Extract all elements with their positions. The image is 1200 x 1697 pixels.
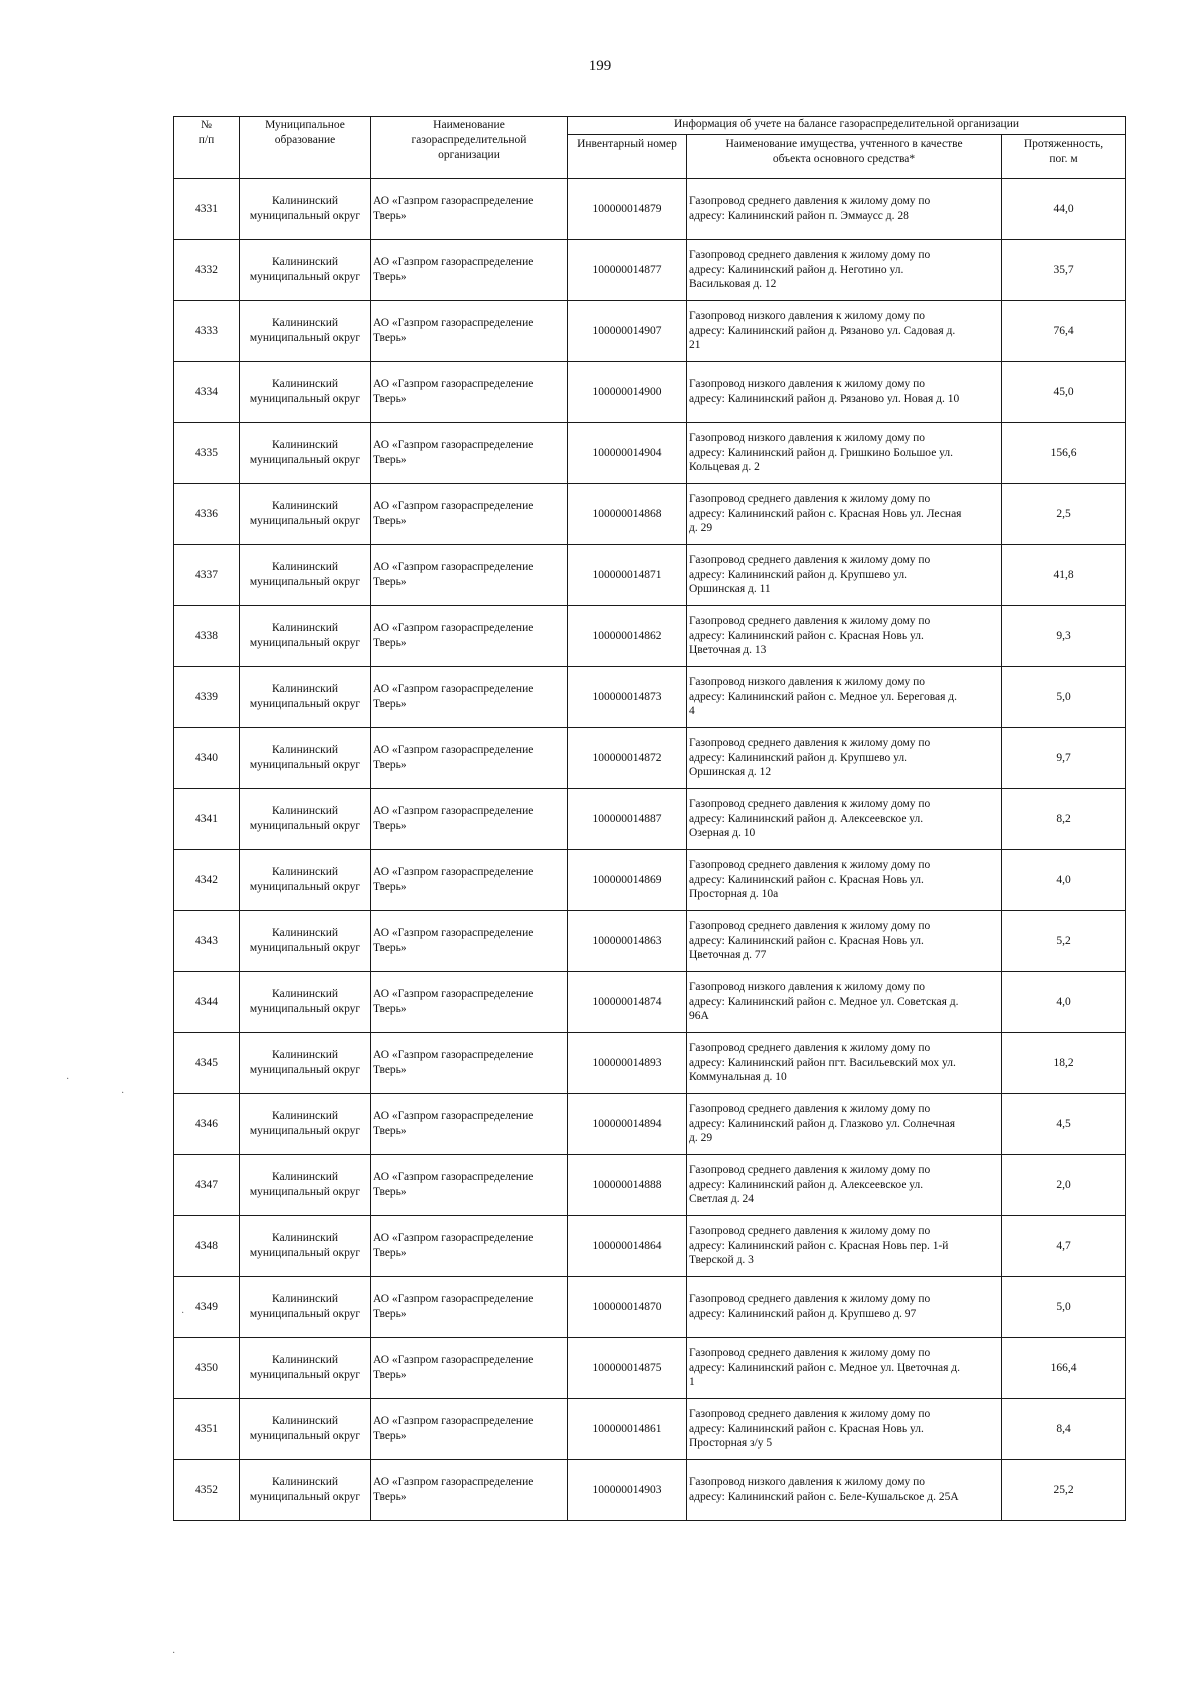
inventory-number-cell: 100000014888 [568, 1155, 687, 1216]
property-name-cell: Газопровод среднего давления к жилому дому по адресу: Калининский район д. Крупшево ул. Оршинская д. 12 [687, 728, 1002, 789]
municipality-cell: Калининский муниципальный округ [240, 789, 371, 850]
organization-cell: АО «Газпром газораспределение Тверь» [371, 1155, 568, 1216]
organization-cell: АО «Газпром газораспределение Тверь» [371, 850, 568, 911]
header-inventory-number: Инвентарный номер [568, 135, 687, 179]
inventory-number-cell: 100000014871 [568, 545, 687, 606]
property-name-cell: Газопровод среднего давления к жилому дому по адресу: Калининский район с. Красная Новь ул. Лесная д. 29 [687, 484, 1002, 545]
length-cell: 41,8 [1002, 545, 1126, 606]
property-name-cell: Газопровод среднего давления к жилому дому по адресу: Калининский район д. Крупшево д. 97 [687, 1277, 1002, 1338]
row-number: 4335 [174, 423, 240, 484]
scan-speck: · [66, 1074, 70, 1085]
length-cell: 18,2 [1002, 1033, 1126, 1094]
table-row [174, 1033, 1126, 1094]
length-cell: 166,4 [1002, 1338, 1126, 1399]
inventory-number-cell: 100000014870 [568, 1277, 687, 1338]
row-number: 4351 [174, 1399, 240, 1460]
organization-cell: АО «Газпром газораспределение Тверь» [371, 1094, 568, 1155]
table-row [174, 1216, 1126, 1277]
property-name-cell: Газопровод среднего давления к жилому дому по адресу: Калининский район пгт. Васильевский мох ул. Коммунальная д. 10 [687, 1033, 1002, 1094]
inventory-number-cell: 100000014893 [568, 1033, 687, 1094]
municipality-cell: Калининский муниципальный округ [240, 545, 371, 606]
row-number: 4344 [174, 972, 240, 1033]
organization-cell: АО «Газпром газораспределение Тверь» [371, 1399, 568, 1460]
row-number: 4352 [174, 1460, 240, 1521]
municipality-cell: Калининский муниципальный округ [240, 179, 371, 240]
row-number: 4350 [174, 1338, 240, 1399]
organization-cell: АО «Газпром газораспределение Тверь» [371, 1338, 568, 1399]
organization-cell: АО «Газпром газораспределение Тверь» [371, 484, 568, 545]
organization-cell: АО «Газпром газораспределение Тверь» [371, 972, 568, 1033]
inventory-number-cell: 100000014869 [568, 850, 687, 911]
municipality-cell: Калининский муниципальный округ [240, 911, 371, 972]
row-number: 4345 [174, 1033, 240, 1094]
inventory-number-cell: 100000014875 [568, 1338, 687, 1399]
municipality-cell: Калининский муниципальный округ [240, 240, 371, 301]
municipality-cell: Калининский муниципальный округ [240, 1094, 371, 1155]
table-row [174, 850, 1126, 911]
row-number: 4347 [174, 1155, 240, 1216]
organization-cell: АО «Газпром газораспределение Тверь» [371, 1460, 568, 1521]
length-cell: 9,7 [1002, 728, 1126, 789]
organization-cell: АО «Газпром газораспределение Тверь» [371, 728, 568, 789]
table-row [174, 545, 1126, 606]
table-row [174, 1155, 1126, 1216]
table-row [174, 179, 1126, 240]
length-cell: 2,0 [1002, 1155, 1126, 1216]
municipality-cell: Калининский муниципальный округ [240, 972, 371, 1033]
municipality-cell: Калининский муниципальный округ [240, 850, 371, 911]
inventory-number-cell: 100000014873 [568, 667, 687, 728]
header-num: № п/п [174, 117, 240, 179]
scan-speck: · [181, 1308, 185, 1319]
property-name-cell: Газопровод низкого давления к жилому дому по адресу: Калининский район с. Медное ул. Советская д. 96А [687, 972, 1002, 1033]
header-organization: Наименование газораспределительной организации [371, 117, 568, 179]
inventory-number-cell: 100000014874 [568, 972, 687, 1033]
municipality-cell: Калининский муниципальный округ [240, 1460, 371, 1521]
municipality-cell: Калининский муниципальный округ [240, 1155, 371, 1216]
municipality-cell: Калининский муниципальный округ [240, 362, 371, 423]
header-length: Протяженность, пог. м [1002, 135, 1126, 179]
table-row [174, 1399, 1126, 1460]
organization-cell: АО «Газпром газораспределение Тверь» [371, 179, 568, 240]
scan-speck: · [121, 1088, 125, 1099]
row-number: 4343 [174, 911, 240, 972]
length-cell: 8,4 [1002, 1399, 1126, 1460]
municipality-cell: Калининский муниципальный округ [240, 423, 371, 484]
table-row [174, 301, 1126, 362]
table-row [174, 972, 1126, 1033]
page-number: 199 [588, 58, 612, 74]
property-name-cell: Газопровод среднего давления к жилому дому по адресу: Калининский район д. Неготино ул. Васильковая д. 12 [687, 240, 1002, 301]
table-row [174, 1094, 1126, 1155]
organization-cell: АО «Газпром газораспределение Тверь» [371, 1216, 568, 1277]
registry-table [173, 116, 1126, 1521]
header-municipality: Муниципальное образование [240, 117, 371, 179]
table-row [174, 789, 1126, 850]
inventory-number-cell: 100000014879 [568, 179, 687, 240]
property-name-cell: Газопровод среднего давления к жилому дому по адресу: Калининский район д. Крупшево ул. Оршинская д. 11 [687, 545, 1002, 606]
row-number: 4334 [174, 362, 240, 423]
inventory-number-cell: 100000014872 [568, 728, 687, 789]
table-header [174, 117, 1126, 179]
organization-cell: АО «Газпром газораспределение Тверь» [371, 911, 568, 972]
municipality-cell: Калининский муниципальный округ [240, 1277, 371, 1338]
row-number: 4338 [174, 606, 240, 667]
row-number: 4341 [174, 789, 240, 850]
length-cell: 4,5 [1002, 1094, 1126, 1155]
row-number: 4331 [174, 179, 240, 240]
row-number: 4337 [174, 545, 240, 606]
row-number: 4340 [174, 728, 240, 789]
length-cell: 4,0 [1002, 972, 1126, 1033]
inventory-number-cell: 100000014868 [568, 484, 687, 545]
inventory-number-cell: 100000014877 [568, 240, 687, 301]
row-number: 4339 [174, 667, 240, 728]
municipality-cell: Калининский муниципальный округ [240, 606, 371, 667]
inventory-number-cell: 100000014887 [568, 789, 687, 850]
property-name-cell: Газопровод среднего давления к жилому дому по адресу: Калининский район п. Эммаусс д. 28 [687, 179, 1002, 240]
property-name-cell: Газопровод среднего давления к жилому дому по адресу: Калининский район д. Алексеевское ул. Светлая д. 24 [687, 1155, 1002, 1216]
scan-speck: · [172, 1648, 176, 1659]
municipality-cell: Калининский муниципальный округ [240, 484, 371, 545]
table-row [174, 240, 1126, 301]
organization-cell: АО «Газпром газораспределение Тверь» [371, 545, 568, 606]
property-name-cell: Газопровод низкого давления к жилому дому по адресу: Калининский район д. Рязаново ул. Садовая д. 21 [687, 301, 1002, 362]
table-body [174, 179, 1126, 1521]
length-cell: 9,3 [1002, 606, 1126, 667]
table-row [174, 362, 1126, 423]
table-row [174, 1460, 1126, 1521]
property-name-cell: Газопровод среднего давления к жилому дому по адресу: Калининский район с. Медное ул. Цветочная д. 1 [687, 1338, 1002, 1399]
table-row [174, 606, 1126, 667]
row-number: 4336 [174, 484, 240, 545]
length-cell: 45,0 [1002, 362, 1126, 423]
length-cell: 35,7 [1002, 240, 1126, 301]
length-cell: 156,6 [1002, 423, 1126, 484]
inventory-number-cell: 100000014904 [568, 423, 687, 484]
property-name-cell: Газопровод среднего давления к жилому дому по адресу: Калининский район с. Красная Новь пер. 1-й Тверской д. 3 [687, 1216, 1002, 1277]
inventory-number-cell: 100000014862 [568, 606, 687, 667]
length-cell: 4,0 [1002, 850, 1126, 911]
row-number: 4348 [174, 1216, 240, 1277]
row-number: 4332 [174, 240, 240, 301]
row-number: 4342 [174, 850, 240, 911]
inventory-number-cell: 100000014903 [568, 1460, 687, 1521]
organization-cell: АО «Газпром газораспределение Тверь» [371, 1277, 568, 1338]
municipality-cell: Калининский муниципальный округ [240, 1338, 371, 1399]
length-cell: 5,2 [1002, 911, 1126, 972]
length-cell: 5,0 [1002, 667, 1126, 728]
organization-cell: АО «Газпром газораспределение Тверь» [371, 789, 568, 850]
property-name-cell: Газопровод среднего давления к жилому дому по адресу: Калининский район с. Красная Новь ул. Просторная д. 10а [687, 850, 1002, 911]
table-row [174, 1277, 1126, 1338]
property-name-cell: Газопровод среднего давления к жилому дому по адресу: Калининский район с. Красная Новь ул. Цветочная д. 13 [687, 606, 1002, 667]
organization-cell: АО «Газпром газораспределение Тверь» [371, 362, 568, 423]
inventory-number-cell: 100000014900 [568, 362, 687, 423]
organization-cell: АО «Газпром газораспределение Тверь» [371, 301, 568, 362]
organization-cell: АО «Газпром газораспределение Тверь» [371, 240, 568, 301]
property-name-cell: Газопровод низкого давления к жилому дому по адресу: Калининский район д. Гришкино Большое ул. Кольцевая д. 2 [687, 423, 1002, 484]
table-row [174, 423, 1126, 484]
length-cell: 44,0 [1002, 179, 1126, 240]
property-name-cell: Газопровод среднего давления к жилому дому по адресу: Калининский район д. Алексеевское ул. Озерная д. 10 [687, 789, 1002, 850]
property-name-cell: Газопровод низкого давления к жилому дому по адресу: Калининский район д. Рязаново ул. Новая д. 10 [687, 362, 1002, 423]
length-cell: 2,5 [1002, 484, 1126, 545]
table-row [174, 911, 1126, 972]
municipality-cell: Калининский муниципальный округ [240, 728, 371, 789]
length-cell: 4,7 [1002, 1216, 1126, 1277]
header-balance-info: Информация об учете на балансе газораспределительной организации [568, 117, 1126, 135]
table-row [174, 484, 1126, 545]
header-property-name: Наименование имущества, учтенного в качестве объекта основного средства* [687, 135, 1002, 179]
organization-cell: АО «Газпром газораспределение Тверь» [371, 423, 568, 484]
row-number: 4333 [174, 301, 240, 362]
inventory-number-cell: 100000014907 [568, 301, 687, 362]
organization-cell: АО «Газпром газораспределение Тверь» [371, 667, 568, 728]
property-name-cell: Газопровод среднего давления к жилому дому по адресу: Калининский район с. Красная Новь ул. Цветочная д. 77 [687, 911, 1002, 972]
municipality-cell: Калининский муниципальный округ [240, 1216, 371, 1277]
property-name-cell: Газопровод среднего давления к жилому дому по адресу: Калининский район д. Глазково ул. Солнечная д. 29 [687, 1094, 1002, 1155]
organization-cell: АО «Газпром газораспределение Тверь» [371, 606, 568, 667]
property-name-cell: Газопровод среднего давления к жилому дому по адресу: Калининский район с. Красная Новь ул. Просторная з/у 5 [687, 1399, 1002, 1460]
length-cell: 76,4 [1002, 301, 1126, 362]
property-name-cell: Газопровод низкого давления к жилому дому по адресу: Калининский район с. Беле-Кушальское д. 25А [687, 1460, 1002, 1521]
table-row [174, 728, 1126, 789]
table-row [174, 1338, 1126, 1399]
property-name-cell: Газопровод низкого давления к жилому дому по адресу: Калининский район с. Медное ул. Береговая д. 4 [687, 667, 1002, 728]
length-cell: 8,2 [1002, 789, 1126, 850]
municipality-cell: Калининский муниципальный округ [240, 1399, 371, 1460]
length-cell: 5,0 [1002, 1277, 1126, 1338]
row-number: 4349 [174, 1277, 240, 1338]
inventory-number-cell: 100000014861 [568, 1399, 687, 1460]
municipality-cell: Калининский муниципальный округ [240, 667, 371, 728]
row-number: 4346 [174, 1094, 240, 1155]
inventory-number-cell: 100000014863 [568, 911, 687, 972]
organization-cell: АО «Газпром газораспределение Тверь» [371, 1033, 568, 1094]
municipality-cell: Калининский муниципальный округ [240, 301, 371, 362]
length-cell: 25,2 [1002, 1460, 1126, 1521]
inventory-number-cell: 100000014894 [568, 1094, 687, 1155]
inventory-number-cell: 100000014864 [568, 1216, 687, 1277]
table-row [174, 667, 1126, 728]
municipality-cell: Калининский муниципальный округ [240, 1033, 371, 1094]
